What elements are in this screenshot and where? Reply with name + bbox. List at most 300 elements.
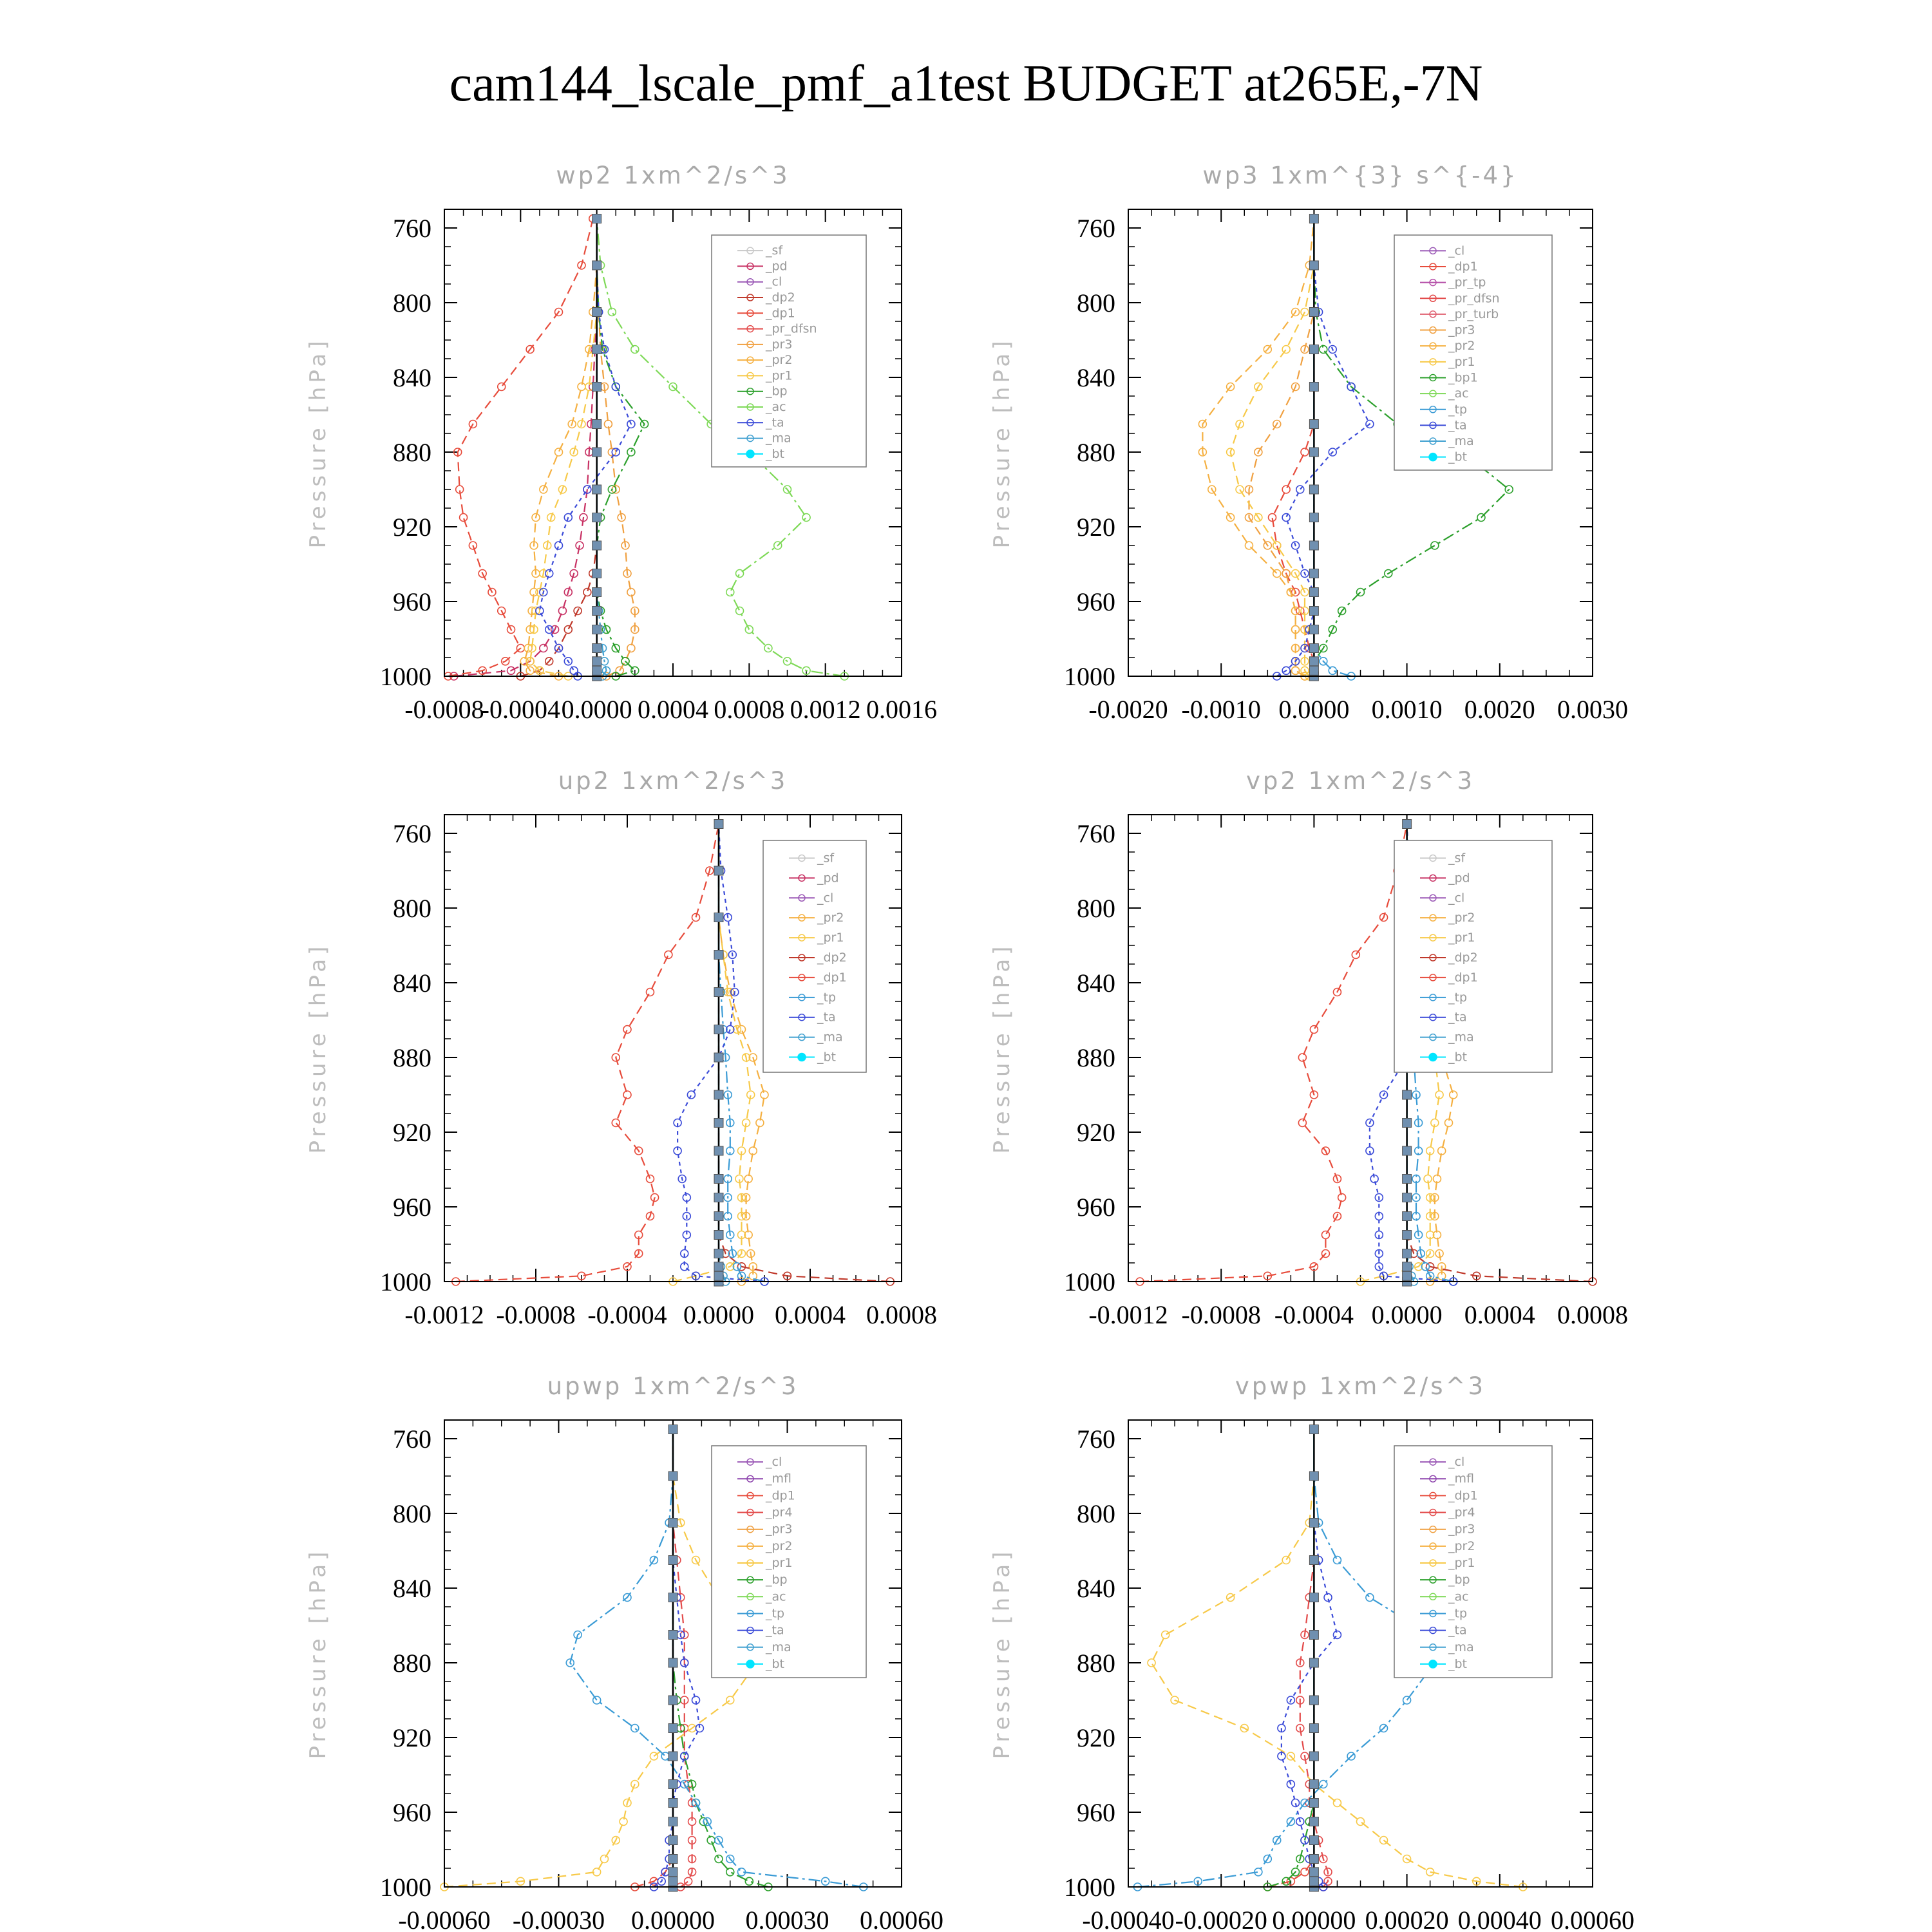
legend-label: _cl [1448, 891, 1465, 905]
legend-label: _pr_tp [1448, 275, 1486, 290]
x-tick-label: 0.0008 [1557, 1300, 1628, 1329]
legend-label: _dp1 [817, 970, 847, 985]
x-tick-label: 0.00060 [860, 1906, 943, 1932]
legend-label: _tp [1448, 990, 1468, 1005]
zero-marker [592, 420, 601, 429]
zero-marker [1309, 485, 1318, 494]
x-tick-label: 0.0000 [1278, 695, 1350, 724]
chart-panel-3 [305, 767, 937, 1329]
x-tick-label: 0.00060 [1551, 1906, 1634, 1932]
legend-label: _pr2 [1448, 911, 1475, 925]
zero-marker [714, 1025, 723, 1034]
legend-label: _bp [766, 384, 788, 399]
zero-marker [1309, 420, 1318, 429]
data-point [715, 1855, 723, 1863]
legend-label: _dp1 [1448, 970, 1478, 985]
x-tick-label: 0.00020 [1365, 1906, 1449, 1932]
x-tick-label: 0.0004 [775, 1300, 846, 1329]
zero-marker [1403, 1249, 1412, 1258]
y-tick-label: 880 [393, 1649, 431, 1678]
legend-label: _bt [1448, 1656, 1468, 1671]
data-point [1431, 542, 1439, 549]
y-tick-label: 920 [393, 513, 431, 542]
data-point [1236, 486, 1244, 493]
legend-label: _tp [766, 1606, 785, 1621]
series-line-pr3 [1249, 219, 1314, 677]
data-point [1357, 1818, 1365, 1826]
data-point [665, 951, 672, 959]
zero-marker [1309, 1799, 1318, 1808]
zero-marker [592, 625, 601, 634]
zero-marker [592, 513, 601, 522]
legend-label: _bt [817, 1050, 837, 1065]
legend-label: _pd [817, 871, 839, 886]
zero-marker [1403, 1146, 1412, 1155]
data-point [545, 570, 553, 578]
data-point [1162, 1631, 1170, 1639]
zero-marker [1309, 1593, 1318, 1602]
legend-label: _dp1 [1448, 259, 1478, 274]
y-tick-label: 880 [393, 438, 431, 467]
legend-label: _pr3 [1448, 323, 1475, 337]
legend-label: _bt [766, 446, 785, 461]
y-axis-label: Pressure [hPa] [305, 337, 331, 549]
data-point [555, 448, 563, 456]
legend-label: _mfl [766, 1472, 791, 1486]
legend-label: _pr3 [1448, 1522, 1475, 1537]
zero-marker [1309, 1752, 1318, 1761]
zero-marker [1403, 820, 1412, 829]
panel-title: wp3 1xm^{3} s^{-4} [1202, 162, 1519, 189]
legend-label: _bp [766, 1573, 788, 1587]
legend-label: _pr1 [817, 931, 844, 945]
legend-label: _ma [766, 1640, 791, 1654]
legend-label: _cl [766, 1455, 782, 1470]
legend-label: _pr2 [1448, 339, 1475, 354]
zero-marker [1309, 1425, 1318, 1434]
zero-marker [714, 1212, 723, 1221]
x-tick-label: 0.00040 [1457, 1906, 1542, 1932]
data-point [802, 514, 810, 522]
zero-marker [1309, 588, 1318, 597]
x-tick-label: 0.0030 [1557, 695, 1628, 724]
data-point [692, 914, 700, 922]
legend-marker [1429, 1054, 1437, 1061]
legend-label: _cl [1448, 243, 1465, 258]
zero-marker [668, 1631, 677, 1640]
zero-marker [1403, 1090, 1412, 1099]
zero-marker [1309, 1855, 1318, 1864]
y-tick-label: 880 [393, 1043, 431, 1072]
zero-marker [1309, 1868, 1318, 1877]
legend-label: _pr2 [1448, 1539, 1475, 1553]
y-tick-label: 760 [393, 1425, 431, 1454]
x-tick-label: 0.0004 [1464, 1300, 1535, 1329]
legend-label: _pr2 [817, 911, 844, 925]
zero-marker [714, 951, 723, 960]
y-tick-label: 960 [393, 1798, 431, 1827]
data-point [498, 383, 506, 391]
data-point [623, 1026, 631, 1034]
y-tick-label: 800 [393, 1499, 431, 1528]
data-point [1282, 346, 1290, 354]
legend-label: _sf [766, 243, 783, 258]
panel-title: up2 1xm^2/s^3 [558, 767, 788, 795]
y-tick-label: 760 [393, 819, 431, 848]
zero-marker [714, 988, 723, 997]
zero-marker [592, 569, 601, 578]
data-point [1273, 570, 1281, 578]
zero-marker [668, 1752, 677, 1761]
legend-label: _ac [1448, 386, 1469, 401]
zero-marker [668, 1696, 677, 1705]
y-tick-label: 800 [1077, 289, 1115, 317]
legend-label: _pr1 [766, 1556, 793, 1570]
legend-marker [1429, 453, 1437, 461]
data-point [647, 989, 654, 996]
x-tick-label: -0.0020 [1088, 695, 1168, 724]
zero-marker [1403, 1271, 1412, 1280]
data-point [1282, 1557, 1290, 1564]
data-point [1333, 1557, 1341, 1564]
series-line-dp1 [456, 824, 719, 1282]
legend-label: _pr3 [766, 337, 793, 352]
legend-label: _sf [817, 851, 835, 866]
y-tick-label: 880 [1077, 1649, 1115, 1678]
legend-label: _pd [1448, 871, 1470, 886]
legend-label: _ma [817, 1030, 843, 1045]
panel-title: wp2 1xm^2/s^3 [556, 162, 790, 189]
zero-marker [1309, 1519, 1318, 1528]
legend-label: _cl [817, 891, 834, 905]
series-line-ta [540, 219, 631, 677]
legend-marker [798, 1054, 806, 1061]
zero-marker [668, 1817, 677, 1826]
data-point [460, 514, 468, 522]
legend-label: _pr1 [766, 368, 793, 383]
y-tick-label: 960 [393, 587, 431, 616]
x-tick-label: 0.0012 [790, 695, 861, 724]
zero-marker [592, 448, 601, 457]
data-point [647, 1175, 654, 1183]
data-point [627, 448, 635, 456]
chart-panel-4 [989, 767, 1628, 1329]
data-point [540, 645, 547, 652]
x-tick-label: -0.0010 [1181, 695, 1261, 724]
legend-marker [746, 1660, 754, 1668]
zero-marker [1309, 1780, 1318, 1789]
zero-marker [592, 666, 601, 675]
x-tick-label: -0.0008 [404, 695, 484, 724]
y-tick-label: 1000 [380, 662, 431, 691]
y-tick-label: 920 [393, 1723, 431, 1752]
data-point [726, 1868, 734, 1876]
data-point [1245, 542, 1253, 549]
zero-marker [592, 345, 601, 354]
legend-label: _ac [1448, 1589, 1469, 1604]
zero-marker [592, 261, 601, 270]
data-point [631, 346, 639, 354]
legend-label: _ta [766, 1623, 784, 1638]
legend-label: _ac [766, 1589, 786, 1604]
x-tick-label: 0.0016 [866, 695, 937, 724]
x-tick-label: 0.0020 [1464, 695, 1535, 724]
x-tick-label: 0.0000 [683, 1300, 754, 1329]
x-tick-label: 0.00000 [1272, 1906, 1356, 1932]
x-tick-label: -0.00030 [512, 1906, 605, 1932]
zero-marker [714, 1090, 723, 1099]
y-tick-label: 960 [1077, 1798, 1115, 1827]
zero-marker [1309, 261, 1318, 270]
legend-label: _ta [817, 1010, 836, 1025]
legend-label: _pr2 [766, 353, 793, 368]
x-tick-label: 0.0008 [866, 1300, 937, 1329]
legend-label: _pr4 [1448, 1505, 1475, 1520]
zero-marker [668, 1780, 677, 1789]
legend-label: _pr1 [1448, 1556, 1475, 1570]
zero-marker [1309, 1817, 1318, 1826]
legend-label: _tp [1448, 402, 1468, 417]
panel-title: vpwp 1xm^2/s^3 [1235, 1372, 1486, 1400]
zero-marker [592, 541, 601, 550]
y-tick-label: 920 [1077, 1118, 1115, 1147]
zero-marker [1309, 607, 1318, 616]
x-tick-label: 0.0008 [714, 695, 785, 724]
legend-label: _ta [1448, 418, 1467, 433]
x-tick-label: 0.00030 [745, 1906, 829, 1932]
series-line-dp1 [1140, 824, 1407, 1282]
legend-label: _pr1 [1448, 931, 1475, 945]
zero-marker [1309, 644, 1318, 653]
zero-marker [1309, 541, 1318, 550]
panel-title: vp2 1xm^2/s^3 [1246, 767, 1475, 795]
legend-label: _tp [1448, 1606, 1468, 1621]
zero-marker [668, 1658, 677, 1667]
zero-marker [1309, 1556, 1318, 1565]
x-tick-label: -0.0012 [404, 1300, 484, 1329]
x-tick-label: 0.00000 [631, 1906, 715, 1932]
chart-panel-6 [989, 1372, 1634, 1932]
data-point [1282, 514, 1290, 522]
zero-marker [714, 1231, 723, 1240]
data-point [1298, 1119, 1306, 1127]
legend-marker [1429, 1660, 1437, 1668]
data-point [745, 1877, 753, 1885]
data-point [627, 645, 635, 652]
zero-marker [1403, 1119, 1412, 1128]
data-point [1301, 448, 1309, 456]
x-tick-label: 0.0000 [1371, 1300, 1443, 1329]
zero-marker [668, 1868, 677, 1877]
zero-marker [592, 383, 601, 392]
legend-label: _pr2 [766, 1539, 793, 1553]
legend-label: _ma [1448, 1640, 1474, 1654]
zero-marker [714, 1249, 723, 1258]
zero-marker [668, 1836, 677, 1845]
legend-label: _bp1 [1448, 370, 1478, 385]
series-line-tp [1137, 1430, 1434, 1888]
data-point [583, 589, 591, 596]
zero-marker [1309, 383, 1318, 392]
zero-marker [668, 1425, 677, 1434]
data-point [558, 607, 566, 615]
data-point [1320, 1781, 1327, 1788]
legend-label: _ta [1448, 1010, 1467, 1025]
data-point [1329, 667, 1336, 674]
legend-label: _ac [766, 400, 786, 414]
zero-marker [668, 1519, 677, 1528]
y-tick-label: 1000 [380, 1267, 431, 1296]
chart-panel-1 [305, 162, 937, 724]
figure-title: cam144_lscale_pmf_a1test BUDGET at265E,-7N [449, 55, 1483, 112]
zero-marker [1309, 1877, 1318, 1886]
y-tick-label: 840 [393, 363, 431, 392]
legend-label: _bt [766, 1656, 785, 1671]
legend-label: _cl [766, 274, 782, 289]
series-line-ta [1277, 219, 1370, 677]
zero-marker [1309, 666, 1318, 675]
zero-marker [714, 1271, 723, 1280]
data-point [1296, 486, 1304, 493]
y-tick-label: 800 [1077, 1499, 1115, 1528]
zero-marker [668, 1877, 677, 1886]
y-axis-label: Pressure [hPa] [305, 942, 331, 1154]
legend-label: _pr1 [1448, 354, 1475, 369]
data-point [687, 1091, 695, 1099]
x-tick-label: -0.0004 [587, 1300, 667, 1329]
y-tick-label: 960 [393, 1193, 431, 1222]
y-tick-label: 960 [1077, 1193, 1115, 1222]
zero-marker [668, 1724, 677, 1733]
zero-marker [1309, 1472, 1318, 1481]
zero-marker [668, 1799, 677, 1808]
data-point [555, 542, 563, 549]
y-tick-label: 1000 [380, 1873, 431, 1902]
data-point [685, 1877, 692, 1885]
data-point [736, 570, 744, 578]
chart-panel-5 [305, 1372, 943, 1932]
zero-marker [1403, 1175, 1412, 1184]
zero-marker [1309, 1724, 1318, 1733]
x-tick-label: 0.0010 [1371, 695, 1443, 724]
legend-label: _pr3 [766, 1522, 793, 1537]
series-line-dp2 [520, 219, 596, 677]
zero-marker [592, 308, 601, 317]
zero-marker [1309, 1631, 1318, 1640]
data-point [612, 1119, 620, 1127]
data-point [738, 1026, 746, 1034]
zero-marker [592, 644, 601, 653]
zero-marker [714, 820, 723, 829]
y-tick-label: 1000 [1064, 662, 1115, 691]
y-tick-label: 920 [1077, 1723, 1115, 1752]
data-point [1321, 1231, 1329, 1239]
data-point [601, 1855, 609, 1863]
series-line-dp1 [635, 1430, 673, 1888]
legend-label: _ma [1448, 1030, 1474, 1045]
data-point [1301, 1868, 1309, 1876]
legend-label: _dp2 [766, 290, 795, 305]
legend-label: _dp1 [766, 1488, 795, 1503]
y-axis-label: Pressure [hPa] [989, 942, 1015, 1154]
zero-marker [592, 607, 601, 616]
legend-label: _pr_dfsn [1448, 291, 1500, 306]
data-point [1310, 1026, 1318, 1034]
y-tick-label: 760 [1077, 214, 1115, 243]
zero-marker [1309, 1658, 1318, 1667]
x-tick-label: 0.0000 [561, 695, 632, 724]
legend-label: _ma [1448, 434, 1474, 449]
data-point [761, 1091, 768, 1099]
legend-label: _bt [1448, 1050, 1468, 1065]
data-point [1366, 1594, 1374, 1602]
y-tick-label: 800 [393, 894, 431, 923]
y-tick-label: 960 [1077, 587, 1115, 616]
legend-label: _dp1 [1448, 1488, 1478, 1503]
zero-marker [714, 1262, 723, 1271]
legend-label: _ma [766, 431, 791, 446]
x-tick-label: -0.0008 [496, 1300, 576, 1329]
data-point [1298, 1054, 1306, 1061]
x-tick-label: -0.0012 [1088, 1300, 1168, 1329]
y-tick-label: 840 [393, 1574, 431, 1603]
data-point [1292, 667, 1300, 674]
zero-marker [1309, 345, 1318, 354]
zero-marker [1309, 569, 1318, 578]
zero-marker [1403, 1262, 1412, 1271]
x-tick-label: -0.0004 [480, 695, 560, 724]
zero-marker [714, 866, 723, 875]
panel-title: upwp 1xm^2/s^3 [547, 1372, 799, 1400]
x-tick-label: -0.00060 [398, 1906, 491, 1932]
zero-marker [1309, 448, 1318, 457]
data-point [661, 1752, 669, 1760]
data-point [736, 607, 744, 615]
zero-marker [714, 1193, 723, 1202]
zero-marker [1309, 657, 1318, 666]
legend-label: _bp [1448, 1573, 1470, 1587]
data-point [726, 1696, 734, 1704]
legend-label: _dp2 [1448, 951, 1478, 965]
legend-label: _ta [766, 415, 784, 430]
x-tick-label: -0.00020 [1175, 1906, 1267, 1932]
zero-marker [1403, 1231, 1412, 1240]
y-tick-label: 800 [393, 289, 431, 317]
zero-marker [1309, 214, 1318, 223]
zero-marker [592, 588, 601, 597]
legend-label: _pr_turb [1448, 307, 1499, 321]
y-tick-label: 840 [393, 969, 431, 998]
zero-marker [714, 1175, 723, 1184]
data-point [1282, 486, 1290, 493]
legend-label: _ta [1448, 1623, 1467, 1638]
legend-marker [746, 450, 754, 458]
y-tick-label: 840 [1077, 969, 1115, 998]
zero-marker [1309, 1836, 1318, 1845]
legend-label: _pr4 [766, 1505, 793, 1520]
y-tick-label: 920 [393, 1118, 431, 1147]
y-tick-label: 760 [393, 214, 431, 243]
zero-marker [668, 1593, 677, 1602]
zero-marker [592, 657, 601, 666]
y-tick-label: 880 [1077, 438, 1115, 467]
y-tick-label: 880 [1077, 1043, 1115, 1072]
data-point [1148, 1659, 1155, 1667]
zero-marker [1403, 1193, 1412, 1202]
x-tick-label: 0.0004 [638, 695, 708, 724]
legend-label: _tp [817, 990, 837, 1005]
zero-marker [668, 1855, 677, 1864]
